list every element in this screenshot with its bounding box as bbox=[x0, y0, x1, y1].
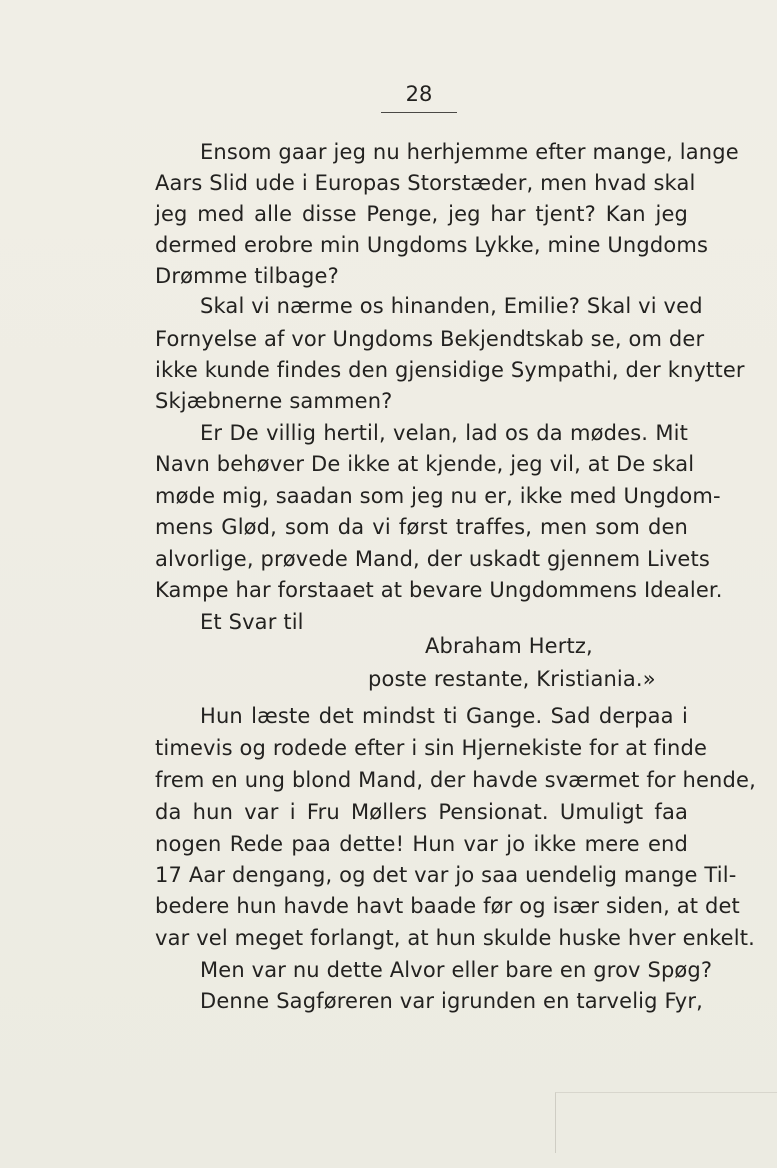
text-line: ikke kunde findes den gjensidige Sympathi, der knytter bbox=[155, 358, 745, 382]
text-line: Navn behøver De ikke at kjende, jeg vil, at De skal bbox=[155, 452, 695, 476]
text-line: frem en ung blond Mand, der havde sværmet for hende, bbox=[155, 768, 756, 792]
text-line: Er De villig hertil, velan, lad os da mødes. Mit bbox=[200, 421, 688, 445]
signature-address: poste restante, Kristiania.» bbox=[368, 667, 656, 691]
text-line: jeg med alle disse Penge, jeg har tjent? Kan jeg bbox=[155, 202, 688, 226]
text-line: var vel meget forlangt, at hun skulde huske hver enkelt. bbox=[155, 926, 755, 950]
text-line: Drømme tilbage? bbox=[155, 264, 339, 288]
text-line: Skjæbnerne sammen? bbox=[155, 389, 393, 413]
text-line: 17 Aar dengang, og det var jo saa uendelig mange Til- bbox=[155, 863, 737, 887]
text-line: mens Glød, som da vi først traffes, men som den bbox=[155, 515, 688, 539]
text-line: Hun læste det mindst ti Gange. Sad derpaa i bbox=[200, 704, 688, 728]
text-line: nogen Rede paa dette! Hun var jo ikke mere end bbox=[155, 832, 688, 856]
text-line: Aars Slid ude i Europas Storstæder, men hvad skal bbox=[155, 171, 696, 195]
text-line: Kampe har forstaaet at bevare Ungdommens Idealer. bbox=[155, 578, 723, 602]
text-line: da hun var i Fru Møllers Pensionat. Umuligt faa bbox=[155, 800, 688, 824]
signature-name: Abraham Hertz, bbox=[425, 634, 593, 658]
page-number-rule bbox=[381, 112, 457, 113]
text-line: timevis og rodede efter i sin Hjernekiste for at finde bbox=[155, 736, 708, 760]
text-line: Skal vi nærme os hinanden, Emilie? Skal vi ved bbox=[200, 294, 703, 318]
text-line: Men var nu dette Alvor eller bare en grov Spøg? bbox=[200, 958, 713, 982]
page-corner-mark bbox=[555, 1092, 777, 1153]
text-line: Et Svar til bbox=[200, 610, 304, 634]
text-line: Denne Sagføreren var igrunden en tarvelig Fyr, bbox=[200, 989, 703, 1013]
page-number: 28 bbox=[405, 82, 433, 106]
text-line: Ensom gaar jeg nu herhjemme efter mange, lange bbox=[200, 140, 739, 164]
text-line: bedere hun havde havt baade før og især siden, at det bbox=[155, 894, 740, 918]
text-line: alvorlige, prøvede Mand, der uskadt gjennem Livets bbox=[155, 547, 710, 571]
text-line: Fornyelse af vor Ungdoms Bekjendtskab se, om der bbox=[155, 327, 705, 351]
text-line: møde mig, saadan som jeg nu er, ikke med Ungdom- bbox=[155, 484, 721, 508]
text-line: dermed erobre min Ungdoms Lykke, mine Ungdoms bbox=[155, 233, 709, 257]
